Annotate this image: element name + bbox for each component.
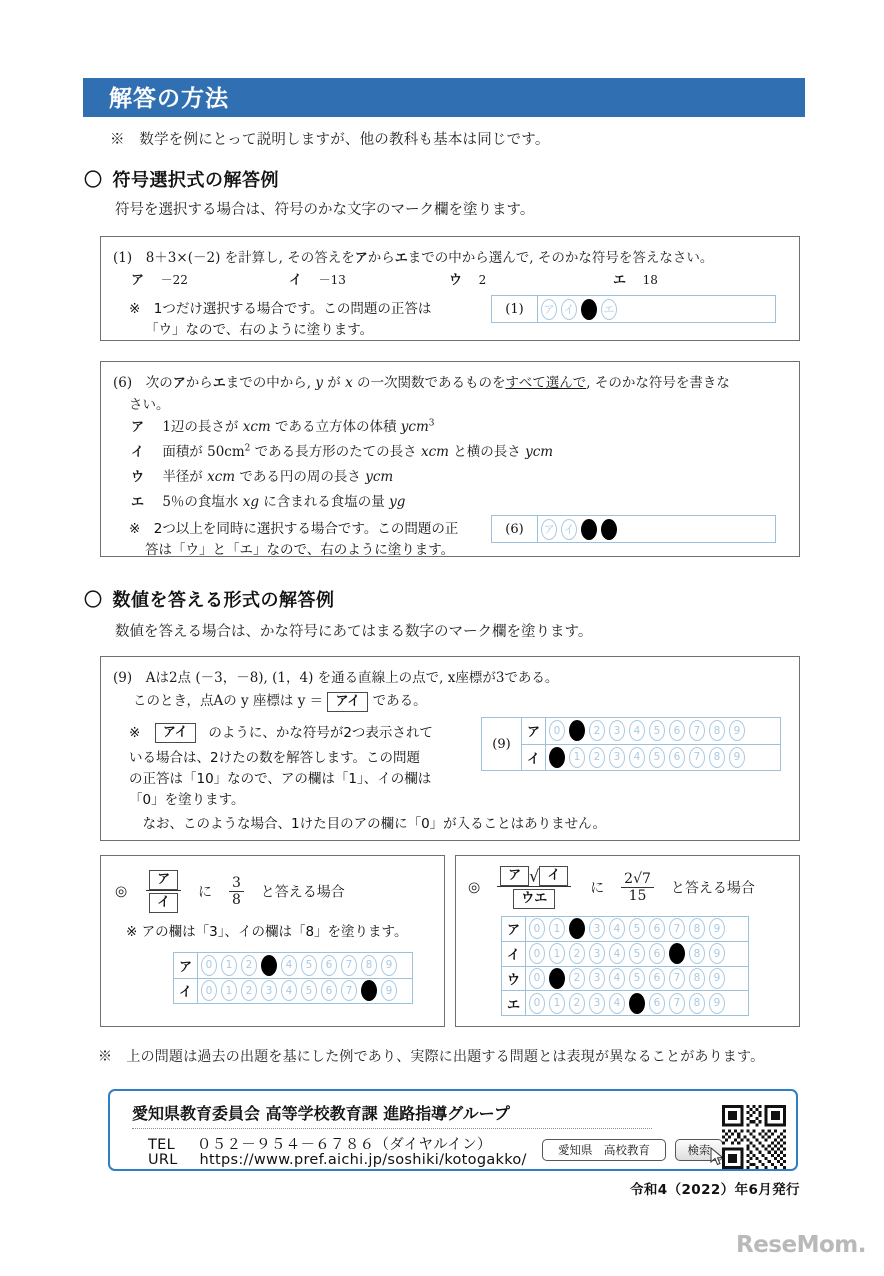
mark-bubble-5[interactable] [629,993,645,1014]
mark-bubble-9[interactable]: 9 [381,980,397,1001]
mark-bubble-8[interactable]: 8 [361,955,377,976]
mark-row-エ[interactable] [502,990,748,1015]
mark-row-label-イ: イ [174,979,198,1004]
section1-heading-text: 符号選択式の解答例 [112,170,279,191]
mark-bubble-0[interactable] [549,747,565,768]
mark-bubble-9[interactable]: 9 [709,943,725,964]
mark-bubble-9[interactable]: 9 [729,747,745,768]
q9-note-line5: なお、このような場合、1けた目のアの欄に「0」が入ることはありません。 [129,816,606,832]
mark-bubble-5[interactable]: 5 [629,918,645,939]
mark-bubble-9[interactable]: 9 [709,918,725,939]
mark-bubble-4[interactable]: 4 [281,955,297,976]
right-example-den-box: ウエ [513,889,555,909]
q1-choice-2-kana: ウ [449,273,463,288]
q1-choice-1-value: －13 [318,273,346,287]
mark-bubble-6[interactable]: 6 [669,720,685,741]
left-example-ans-num: 3 [231,875,241,891]
left-example-tail: と答える場合 [260,884,345,901]
mark-bubble-2[interactable]: 2 [569,943,585,964]
q6-stem-line1 [113,371,730,391]
q6-option-0-var1: xcm [242,419,271,435]
q6-stem-part6: , そのかな符号を書きな [586,375,730,391]
section2-bullet-icon: 〇 [84,590,103,611]
q1-stem-part3: までの中から選んで, そのかな符号を答えなさい。 [407,250,714,266]
q6-note-line2: 答は「ウ」と「エ」なので、右のように塗ります。 [145,542,455,558]
mark-bubble-1[interactable]: 1 [221,955,237,976]
q6-option-1-mid2: と横の長さ [448,444,526,460]
mark-bubble-6[interactable]: 6 [321,955,337,976]
qr-code-icon [722,1105,786,1169]
mark-bubble-9[interactable]: 9 [709,968,725,989]
mark-bubble-3[interactable]: 3 [609,720,625,741]
left-example-connector: に [198,884,213,901]
answer-sheet-right-rows[interactable] [502,917,748,1015]
answer-sheet-q9-rows[interactable] [522,718,780,770]
example-box-q9 [100,656,800,841]
mark-bubble-6[interactable]: 6 [649,968,665,989]
mark-bubble-0[interactable]: 0 [529,968,545,989]
section1-bullet-icon: 〇 [84,170,103,191]
mark-bubble-5[interactable]: 5 [649,720,665,741]
mark-bubble-7[interactable] [669,943,685,964]
q6-option-3-kana: エ [131,495,145,510]
q6-stem-part1: 次の [145,375,173,391]
right-example-header [468,866,755,909]
example-box-fraction-left [100,855,445,1027]
q9-note-line4: 「0」を塗ります。 [129,792,245,808]
q1-choice-3-kana: エ [613,273,627,288]
q6-stem-part3: までの中から, [225,375,316,391]
q9-stem-line2-pre: このとき，点Aの y 座標は y ＝ [133,693,324,709]
contact-url-value[interactable]: https://www.pref.aichi.jp/soshiki/kotogakko/ [199,1152,527,1168]
mark-bubble-5[interactable]: 5 [649,747,665,768]
mark-row-label-イ: イ [502,942,526,966]
mark-bubble-0[interactable]: 0 [529,943,545,964]
mark-bubble-3[interactable]: 3 [589,968,605,989]
q6-option-0-var2: ycm [400,419,429,435]
mark-bubble-8[interactable]: 8 [709,747,725,768]
q9-stem-line2 [133,689,427,712]
q6-stem-underlined: すべて選んで [505,375,587,391]
q6-option-1-pre: 面積が 50cm [162,444,245,460]
mark-row-ア[interactable] [174,953,412,978]
q6-number: (6) [113,375,133,391]
mark-bubble-7[interactable]: 7 [689,720,705,741]
q1-stem-part2: から [367,250,395,266]
q1-stem-part1: 8＋3×(－2) を計算し, その答えを [145,250,355,266]
q1-choice-1 [289,269,346,288]
left-example-ans-den: 8 [229,891,244,908]
q1-number: (1) [113,250,133,266]
q6-stem-line2: さい。 [129,397,170,413]
right-example-num-a-box: ア [500,866,529,886]
right-example-answer-fraction [621,871,654,904]
mark-bubble-2[interactable]: 2 [241,955,257,976]
q6-option-3-var2: yg [389,494,406,510]
left-example-marker: ◎ [115,883,128,900]
mark-bubble-6[interactable]: 6 [649,993,665,1014]
q1-choice-0-kana: ア [131,273,145,288]
q6-option-1-var2: ycm [525,444,554,460]
bottom-note: ※ 上の問題は過去の出題を基にした例であり、実際に出題する問題とは表現が異なることがあります。 [98,1049,765,1065]
section2-heading-text: 数値を答える形式の解答例 [112,590,335,611]
q6-option-0-kana: ア [131,420,145,435]
contact-url-label: URL [148,1152,178,1168]
mark-row-bubbles-ウ[interactable] [526,968,729,989]
q1-stem-kana-a: ア [354,251,368,266]
q6-option-1-sup: 2 [244,443,251,454]
mark-bubble-7[interactable]: 7 [669,993,685,1014]
mark-bubble-9[interactable]: 9 [381,955,397,976]
q9-stem-line1-text: Aは2点 (－3，－8), (1，4) を通る直線上の点で, x座標が3である。 [145,670,559,686]
right-example-connector: に [590,880,605,897]
q6-stem-kana-b: エ [212,376,226,391]
mark-row-bubbles-ア[interactable] [198,955,401,976]
mark-bubble-0[interactable]: 0 [201,955,217,976]
q9-note-line1 [129,723,433,744]
q6-option-1-mid: である長方形のたての長さ [250,444,421,460]
issued-date: 令和4（2022）年6月発行 [630,1182,800,1198]
contact-org: 愛知県教育委員会 高等学校教育課 進路指導グループ [132,1104,510,1123]
mark-bubble-7[interactable]: 7 [669,968,685,989]
mark-bubble-9[interactable]: 9 [709,993,725,1014]
mark-bubble-8[interactable]: 8 [689,968,705,989]
q6-option-0-mid: である立方体の体積 [270,419,401,435]
answer-sheet-left-rows[interactable] [174,953,412,1003]
q6-option-2-var2: ycm [365,469,394,485]
q1-choice-0-value: －22 [160,273,188,287]
mark-row-ア[interactable] [522,718,780,744]
q9-stem-line2-post: である。 [372,693,427,709]
mark-bubble-1[interactable]: 1 [221,980,237,1001]
mark-bubble-7[interactable]: 7 [669,918,685,939]
right-example-kana-fraction [497,866,571,909]
left-example-kana-fraction [146,870,181,913]
mark-bubble-5[interactable]: 5 [301,955,317,976]
page-title: 解答の方法 [109,85,229,112]
mark-row-イ[interactable] [502,941,748,966]
left-example-den-box: イ [149,893,178,913]
mark-bubble-6[interactable]: 6 [669,747,685,768]
mark-bubble-ウ[interactable] [581,519,597,540]
q6-option-3-mid: に含まれる食塩の量 [258,494,390,510]
answer-sheet-q1-label: (1) [492,296,538,322]
mark-row-label-ア: ア [502,917,526,941]
q9-stem-line1 [113,666,558,686]
q6-option-2-kana: ウ [131,470,145,485]
contact-tel-label: TEL [148,1137,175,1153]
mark-bubble-1[interactable]: 1 [549,993,565,1014]
mark-bubble-3[interactable]: 3 [261,980,277,1001]
mark-bubble-4[interactable]: 4 [629,747,645,768]
q6-stem-part2: から [185,375,213,391]
mark-bubble-2[interactable]: 2 [589,720,605,741]
q6-stem-var-y: y [315,375,323,391]
right-example-ans-num: 2√7 [624,871,651,887]
q6-option-3 [131,490,405,510]
mark-bubble-ウ[interactable] [581,299,597,320]
q6-option-2-pre: 半径が [162,469,208,485]
mark-bubble-5[interactable]: 5 [629,968,645,989]
answer-sheet-left-example[interactable] [173,952,413,1004]
q6-option-1 [131,440,553,460]
mark-bubble-1[interactable] [569,720,585,741]
q6-stem-var-x: x [345,375,353,391]
mark-row-bubbles-ア[interactable] [526,918,729,939]
q6-stem-part5: の一次関数であるものを [352,375,506,391]
mark-row-bubbles-イ[interactable] [526,943,729,964]
q9-answer-placeholder-box: アイ [327,692,368,712]
section-title-bar [83,78,805,116]
mark-row-label-ア: ア [174,953,198,978]
mark-bubble-2[interactable]: 2 [241,980,257,1001]
mark-bubble-5[interactable]: 5 [301,980,317,1001]
mark-bubble-ア[interactable]: ア [541,519,557,540]
mark-bubble-1[interactable]: 1 [549,918,565,939]
answer-sheet-q6[interactable] [491,515,776,543]
q1-choice-3 [613,269,658,288]
q1-choice-0 [131,269,188,288]
left-example-answer-fraction [229,875,244,908]
mark-bubble-エ[interactable]: エ [601,299,617,320]
example-box-q6 [100,361,800,557]
mark-bubble-4[interactable]: 4 [609,943,625,964]
q1-note-line1: ※ 1つだけ選択する場合です。この問題の正答は [129,301,432,317]
mark-bubble-0[interactable]: 0 [549,720,565,741]
mark-bubble-5[interactable]: 5 [629,943,645,964]
left-example-num-box: ア [149,870,178,890]
q6-stem-kana-a: ア [172,376,186,391]
mark-row-イ[interactable] [522,744,780,771]
q6-option-2 [131,465,393,485]
mark-row-bubbles-ア[interactable] [546,720,749,741]
mark-bubble-3[interactable] [261,955,277,976]
mark-bubble-6[interactable]: 6 [649,943,665,964]
q1-choice-3-value: 18 [642,273,658,287]
contact-footer [108,1089,798,1171]
mark-bubble-8[interactable]: 8 [689,993,705,1014]
mark-bubble-4[interactable]: 4 [609,918,625,939]
section2-heading [84,586,335,612]
mark-row-bubbles-イ[interactable] [198,980,401,1001]
q6-note-line1: ※ 2つ以上を同時に選択する場合です。この問題の正 [129,521,459,537]
q6-option-3-pre: 5％の食塩水 [162,494,243,510]
mark-bubble-9[interactable]: 9 [729,720,745,741]
mark-bubble-7[interactable]: 7 [341,980,357,1001]
mark-bubble-6[interactable]: 6 [649,918,665,939]
q6-option-2-var1: xcm [207,469,236,485]
search-query-box[interactable]: 愛知県 高校教育 [542,1139,666,1161]
q6-option-0-pre: 1辺の長さが [162,419,243,435]
mark-bubble-4[interactable]: 4 [629,720,645,741]
mark-row-イ[interactable] [174,978,412,1004]
mark-bubble-1[interactable] [549,968,565,989]
mark-bubble-1[interactable]: 1 [569,747,585,768]
q6-option-2-mid: である円の周の長さ [235,469,366,485]
answer-sheet-right-example[interactable] [501,916,749,1016]
answer-sheet-q9[interactable] [481,717,781,771]
answer-sheet-q9-label: (9) [482,718,522,770]
q1-choice-2-value: 2 [478,273,487,287]
right-example-ans-den: 15 [621,887,654,904]
contact-tel [148,1133,492,1154]
mark-bubble-8[interactable]: 8 [689,918,705,939]
mark-row-label-ア: ア [522,718,546,744]
mark-row-ア[interactable] [502,917,748,941]
left-example-header [115,870,345,913]
q9-note-line3: の正答は「10」なので、アの欄は「1」、イの欄は [129,771,432,787]
example-box-q1 [100,236,800,341]
mark-bubble-8[interactable]: 8 [689,943,705,964]
answer-sheet-q6-label: (6) [492,516,538,542]
right-example-tail: と答える場合 [670,880,755,897]
q6-option-3-var1: xg [242,494,259,510]
mark-bubble-2[interactable]: 2 [569,968,585,989]
mark-row-label-ウ: ウ [502,967,526,991]
mark-bubble-7[interactable]: 7 [689,747,705,768]
mark-bubble-0[interactable]: 0 [529,993,545,1014]
radical-icon: √ [529,866,540,886]
q6-stem-part4: が [322,375,346,391]
q9-note-placeholder-box: アイ [155,723,196,743]
mark-bubble-6[interactable]: 6 [321,980,337,1001]
contact-url[interactable] [148,1152,527,1168]
section1-heading [84,166,279,192]
watermark-text: ReseMom. [736,1232,866,1258]
section2-sub: 数値を答える場合は、かな符号にあてはまる数字のマーク欄を塗ります。 [115,624,593,640]
mark-row-label-エ: エ [502,991,526,1015]
mark-bubble-3[interactable]: 3 [589,993,605,1014]
mark-row-ウ[interactable] [502,966,748,991]
mark-row-bubbles-エ[interactable] [526,993,729,1014]
mark-bubble-0[interactable]: 0 [529,918,545,939]
mark-bubble-4[interactable]: 4 [281,980,297,1001]
mark-bubble-4[interactable]: 4 [609,993,625,1014]
mark-bubble-3[interactable]: 3 [589,918,605,939]
mark-row-bubbles-イ[interactable] [546,747,749,768]
mark-bubble-2[interactable]: 2 [589,747,605,768]
search-button[interactable]: 検索 [675,1139,723,1161]
q9-note-marker: ※ [129,725,141,741]
q9-note-line1-rest: のように、かな符号が2つ表示されて [208,725,433,741]
right-example-marker: ◎ [468,879,481,896]
mark-bubble-8[interactable] [361,980,377,1001]
mark-bubble-イ[interactable]: イ [561,299,577,320]
contact-divider [132,1128,652,1129]
left-example-note: ※ アの欄は「3」、イの欄は「8」を塗ります。 [126,924,408,940]
mark-bubble-2[interactable]: 2 [569,993,585,1014]
answer-sheet-q6-bubbles[interactable] [538,519,621,540]
q1-choice-1-kana: イ [289,273,303,288]
right-example-num-b-box: イ [539,866,568,886]
q1-choice-2 [449,269,486,288]
mark-bubble-4[interactable]: 4 [609,968,625,989]
q1-stem [113,246,713,266]
mark-bubble-8[interactable]: 8 [709,720,725,741]
q6-option-1-kana: イ [131,445,145,460]
mark-bubble-2[interactable] [569,918,585,939]
watermark-logo [736,1232,866,1258]
mark-bubble-0[interactable]: 0 [201,980,217,1001]
q6-option-0 [131,415,435,435]
answer-sheet-q1[interactable] [491,295,776,323]
mark-bubble-1[interactable]: 1 [549,943,565,964]
mark-bubble-3[interactable]: 3 [589,943,605,964]
example-box-fraction-right [455,855,800,1027]
q1-stem-kana-b: エ [394,251,408,266]
q1-note-line2: 「ウ」なので、右のように塗ります。 [145,322,374,338]
mark-bubble-イ[interactable]: イ [561,519,577,540]
q6-option-1-var1: xcm [420,444,449,460]
mark-row-label-イ: イ [522,745,546,771]
q6-option-0-sup: 3 [428,418,435,429]
mark-bubble-エ[interactable] [601,519,617,540]
q9-note-line2: いる場合は、2けたの数を解答します。この問題 [129,750,421,766]
answer-sheet-q1-bubbles[interactable] [538,299,621,320]
mark-bubble-ア[interactable]: ア [541,299,557,320]
mark-bubble-3[interactable]: 3 [609,747,625,768]
contact-tel-value: ０５２－９５４－６７８６（ダイヤルイン） [196,1137,492,1153]
section1-sub: 符号を選択する場合は、符号のかな文字のマーク欄を塗ります。 [115,202,535,218]
q9-number: (9) [113,670,133,686]
mark-bubble-7[interactable]: 7 [341,955,357,976]
intro-note: ※ 数学を例にとって説明しますが、他の教科も基本は同じです。 [110,132,550,148]
